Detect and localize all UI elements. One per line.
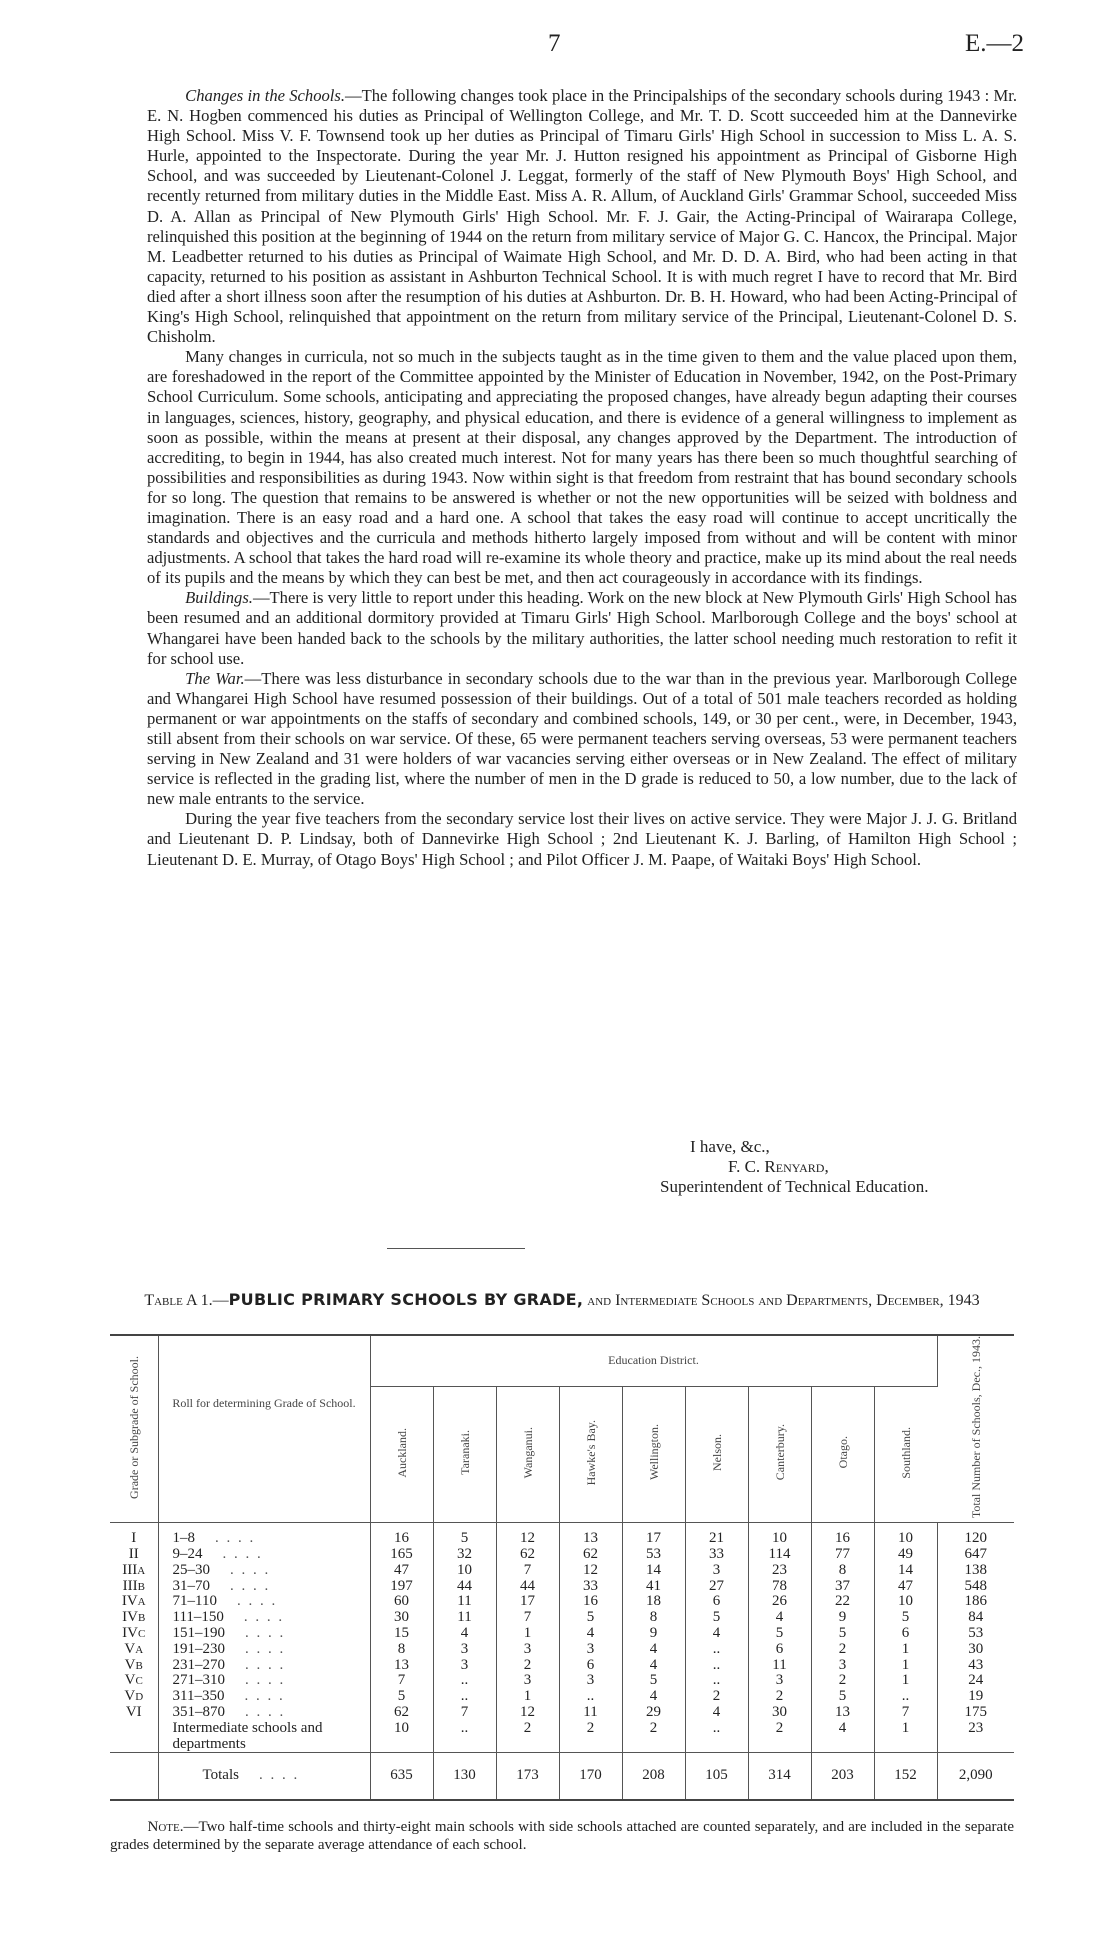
value-cell: 3 [685, 1563, 748, 1579]
roll-cell: 191–230 . . . . [158, 1642, 370, 1658]
value-cell: 7 [874, 1705, 937, 1721]
heading-war: The War. [185, 668, 245, 688]
leader-dots: . . . . [222, 1545, 263, 1562]
value-cell: 8 [811, 1563, 874, 1579]
value-cell: 4 [559, 1626, 622, 1642]
roll-cell: 311–350 . . . . [158, 1689, 370, 1705]
total-cell: 138 [964, 1561, 987, 1578]
value-cell: 10 [874, 1594, 937, 1610]
value-cell: 165 [370, 1547, 433, 1563]
value-cell: 2 [496, 1658, 559, 1674]
total-cell: 548 [964, 1577, 987, 1594]
header-district: Hawke's Bay. [559, 1386, 622, 1523]
value-cell: 5 [433, 1531, 496, 1547]
value-cell: .. [559, 1689, 622, 1705]
value-cell: 5 [748, 1626, 811, 1642]
value-cell: 6 [559, 1658, 622, 1674]
header-district: Southland. [874, 1386, 937, 1523]
value-cell: 4 [622, 1642, 685, 1658]
value-cell: 30 [748, 1705, 811, 1721]
value-cell: 13 [370, 1658, 433, 1674]
value-cell: 11 [433, 1610, 496, 1626]
value-cell: 10 [433, 1563, 496, 1579]
value-cell: 60 [370, 1594, 433, 1610]
leader-dots: . . . . [230, 1561, 271, 1578]
value-cell: 8 [370, 1642, 433, 1658]
value-cell: 1 [874, 1658, 937, 1674]
header-district: Wellington. [622, 1386, 685, 1523]
roll-cell: 25–30 . . . . [158, 1563, 370, 1579]
table-caption: Table A 1.—PUBLIC PRIMARY SCHOOLS BY GRADE, and Intermediate Schools and Departments, December, 1943 [144, 1290, 980, 1309]
signoff-greeting: I have, &c., [690, 1137, 770, 1156]
leader-dots: . . . . [243, 1609, 285, 1626]
value-cell: 5 [874, 1610, 937, 1626]
value-cell: 6 [874, 1626, 937, 1642]
value-cell: 23 [748, 1563, 811, 1579]
document-reference: E.—2 [964, 30, 1024, 57]
value-cell: 22 [811, 1594, 874, 1610]
value-cell: 4 [685, 1705, 748, 1721]
table-row [110, 1579, 1014, 1595]
table-row [110, 1689, 1014, 1705]
paragraph-buildings: Buildings.—There is very little to report under this heading. Work on the new block at New Plymouth Girls' High School has been resumed and an additional dormitory provided at Timaru Girls' High School. Marlborough College and the boys' school at Whangarei have been handed back to the schools by the military authorities, the latter school needing much restoration to refit it for school use. [147, 588, 1017, 668]
value-cell: 2 [685, 1689, 748, 1705]
value-cell: 8 [622, 1610, 685, 1626]
value-cell: 1 [496, 1689, 559, 1705]
leader-dots: . . . . [215, 1530, 256, 1547]
value-cell: 10 [370, 1721, 433, 1753]
totals-label: Totals . . . . [158, 1753, 370, 1801]
grade-cell: IIIa [110, 1563, 158, 1579]
value-cell: 15 [370, 1626, 433, 1642]
header-district: Otago. [811, 1386, 874, 1523]
totals-value-cell: 173 [496, 1753, 559, 1801]
value-cell: 13 [559, 1531, 622, 1547]
value-cell: 49 [874, 1547, 937, 1563]
value-cell: 37 [811, 1579, 874, 1595]
value-cell: 62 [496, 1547, 559, 1563]
page-number: 7 [548, 30, 561, 57]
total-cell: 647 [964, 1545, 987, 1562]
total-cell: 24 [968, 1672, 984, 1689]
grades-table [110, 1334, 1014, 1801]
grade-cell: IIIb [110, 1579, 158, 1595]
header-district: Wanganui. [496, 1386, 559, 1523]
value-cell: 2 [748, 1721, 811, 1753]
value-cell: 77 [811, 1547, 874, 1563]
value-cell: 7 [496, 1610, 559, 1626]
value-cell: 2 [748, 1689, 811, 1705]
value-cell: 9 [811, 1610, 874, 1626]
paragraph-changes: Changes in the Schools.—The following changes took place in the Principalships of the secondary schools during 1943 : Mr. E. N. Hogben commenced his duties as Principal of Wellington College, and Mr. T. D. Scott succeeded him at the Dannevirke High School. Miss V. F. Townsend took up her duties as Principal of Timaru Girls' High School in succession to Miss L. A. S. Hurle, appointed to the Inspectorate. During the year Mr. J. Hutton resigned his appointment as Principal of Gisborne High School, and was succeeded by Lieutenant-Colonel J. Leggat, formerly of the staff of New Plymouth Boys' High School, and recently returned from military duties in the Middle East. Miss A. R. Allum, of Auckland Girls' Grammar School, succeeded Miss D. A. Allan as Principal of New Plymouth Girls' High School. Mr. F. J. Gair, the Acting-Principal of Wairarapa College, relinquished this position at the beginning of 1944 on the return from military service of Major G. C. Hancox, the Principal. Major M. Leadbetter returned to his duties as Principal of Waimate High School, and Mr. D. D. A. Bird, who had been acting in that capacity, returned to his position as assistant in Ashburton Technical School. It is with much regret I have to record that Mr. Bird died after a short illness soon after the resumption of his duties at Ashburton. Dr. B. H. Howard, who had been Acting-Principal of King's High School, relinquished that appointment on the return from military service of the Principal, Lieutenant-Colonel D. S. Chisholm. [147, 86, 1017, 347]
value-cell: 26 [748, 1594, 811, 1610]
paragraph-curricula: Many changes in curricula, not so much in the subjects taught as in the time given to them and the value placed upon them, are foreshadowed in the report of the Committee appointed by the Minister of Education in November, 1942, on the Post-Primary School Curriculum. Some schools, anticipating and appreciating the proposed changes, have already begun adapting their courses in languages, sciences, history, geography, and physical education, and there is evidence of a general willingness to implement as soon as possible, within the means at present at their disposal, any changes approved by the Department. The introduction of accrediting, to begin in 1944, has also created much interest. Not for many years has there been so much thoughtful searching of possibilities and responsibilities as during 1943. Now within sight is that freedom from restraint that has bound secondary schools for so long. The question that remains to be answered is whether or not the new opportunities will be seized with boldness and imagination. There is an easy road and a hard one. A school that takes the easy road will continue to accept uncritically the standards and objectives and the curricula and methods hitherto largely imposed from without and will be content with minor adjustments. A school that takes the hard road will re-examine its whole theory and practice, make up its mind about the real needs of its pupils and the means by which they can best be met, and then act courageously in accordance with its findings. [147, 347, 1017, 588]
value-cell: 197 [370, 1579, 433, 1595]
value-cell: .. [433, 1673, 496, 1689]
roll-cell: 1–8 . . . . [158, 1531, 370, 1547]
value-cell: 17 [496, 1594, 559, 1610]
roll-cell: 9–24 . . . . [158, 1547, 370, 1563]
value-cell: 44 [433, 1579, 496, 1595]
roll-cell: 31–70 . . . . [158, 1579, 370, 1595]
value-cell: .. [685, 1642, 748, 1658]
table-row [110, 1594, 1014, 1610]
value-cell: 3 [559, 1642, 622, 1658]
value-cell: 5 [370, 1689, 433, 1705]
paragraph-war: The War.—There was less disturbance in secondary schools due to the war than in the previous year. Marlborough College and Whangarei High School have resumed possession of their buildings. Out of a total of 501 male teachers recorded as holding permanent or war appointments on the staffs of secondary and combined schools, 149, or 30 per cent., were, in December, 1943, still absent from their schools on war service. Of these, 65 were permanent teachers serving overseas, 53 were permanent teachers serving in New Zealand and 31 were holders of war vacancies serving either overseas or in New Zealand. The effect of military service is reflected in the grading list, where the number of men in the D grade is reduced to 50, a low number, due to the lack of new male entrants to the service. [147, 668, 1017, 809]
report-body [147, 86, 1017, 870]
header-district: Auckland. [370, 1386, 433, 1523]
value-cell: 2 [811, 1642, 874, 1658]
value-cell: 2 [496, 1721, 559, 1753]
value-cell: .. [874, 1689, 937, 1705]
roll-cell: 351–870 . . . . [158, 1705, 370, 1721]
total-cell: 53 [968, 1624, 984, 1641]
value-cell: 4 [433, 1626, 496, 1642]
value-cell: 10 [874, 1531, 937, 1547]
grade-cell: Vb [110, 1658, 158, 1674]
table-row [110, 1642, 1014, 1658]
table-row [110, 1563, 1014, 1579]
roll-cell: 71–110 . . . . [158, 1594, 370, 1610]
totals-value-cell: 105 [685, 1753, 748, 1801]
value-cell: 17 [622, 1531, 685, 1547]
value-cell: 4 [622, 1658, 685, 1674]
value-cell: 3 [559, 1673, 622, 1689]
grade-cell: Vd [110, 1689, 158, 1705]
signoff-title: Superintendent of Technical Education. [660, 1177, 929, 1196]
value-cell: 53 [622, 1547, 685, 1563]
roll-cell: 151–190 . . . . [158, 1626, 370, 1642]
value-cell: 3 [433, 1642, 496, 1658]
signoff-name: F. C. Renyard, [728, 1157, 829, 1176]
table-row [110, 1610, 1014, 1626]
value-cell: 30 [370, 1610, 433, 1626]
signature-block [660, 1137, 929, 1197]
value-cell: 33 [559, 1579, 622, 1595]
header-roll: Roll for determining Grade of School. [158, 1335, 370, 1523]
totals-value-cell: 152 [874, 1753, 937, 1801]
value-cell: 3 [496, 1642, 559, 1658]
value-cell: 7 [370, 1673, 433, 1689]
total-cell: 30 [968, 1640, 984, 1657]
table-row [110, 1547, 1014, 1563]
value-cell: 18 [622, 1594, 685, 1610]
total-cell: 186 [964, 1593, 987, 1610]
value-cell: .. [685, 1721, 748, 1753]
value-cell: 5 [811, 1689, 874, 1705]
leader-dots: . . . . [245, 1672, 286, 1689]
leader-dots: . . . . [245, 1624, 286, 1641]
grade-cell: Vc [110, 1673, 158, 1689]
grade-cell: I [110, 1531, 158, 1547]
value-cell: 1 [874, 1721, 937, 1753]
value-cell: 27 [685, 1579, 748, 1595]
value-cell: 6 [685, 1594, 748, 1610]
value-cell: 3 [748, 1673, 811, 1689]
total-cell: 175 [964, 1703, 987, 1720]
header-district: Nelson. [685, 1386, 748, 1523]
value-cell: 32 [433, 1547, 496, 1563]
roll-cell: Intermediate schools and departments [158, 1721, 370, 1753]
value-cell: 33 [685, 1547, 748, 1563]
leader-dots: . . . . [244, 1688, 285, 1705]
value-cell: 47 [370, 1563, 433, 1579]
value-cell: 11 [748, 1658, 811, 1674]
value-cell: 47 [874, 1579, 937, 1595]
value-cell: 5 [622, 1673, 685, 1689]
totals-value-cell: 314 [748, 1753, 811, 1801]
section-divider [387, 1248, 525, 1249]
total-cell: 84 [968, 1609, 984, 1626]
grade-cell [110, 1721, 158, 1753]
table-row [110, 1673, 1014, 1689]
grand-total-cell: 2,090 [937, 1753, 1014, 1801]
leader-dots: . . . . [245, 1640, 286, 1657]
header-grade: Grade or Subgrade of School. [110, 1335, 158, 1523]
totals-value-cell: 170 [559, 1753, 622, 1801]
value-cell: 7 [496, 1563, 559, 1579]
paragraph-casualties: During the year five teachers from the secondary service lost their lives on active service. They were Major J. J. G. Britland and Lieutenant D. P. Lindsay, both of Dannevirke High School ; 2nd Lieutenant K. J. Barling, of Hamilton High School ; Lieutenant D. E. Murray, of Otago Boys' High School ; and Pilot Officer J. M. Paape, of Waitaki Boys' High School. [147, 809, 1017, 869]
value-cell: .. [685, 1673, 748, 1689]
value-cell: 78 [748, 1579, 811, 1595]
grade-cell: Va [110, 1642, 158, 1658]
header-district: Taranaki. [433, 1386, 496, 1523]
value-cell: 12 [496, 1705, 559, 1721]
table-row [110, 1721, 1014, 1753]
value-cell: 4 [748, 1610, 811, 1626]
table-row [110, 1626, 1014, 1642]
value-cell: .. [433, 1689, 496, 1705]
value-cell: 16 [811, 1531, 874, 1547]
heading-buildings: Buildings. [185, 588, 253, 608]
leader-dots: . . . . [236, 1593, 278, 1610]
value-cell: 3 [433, 1658, 496, 1674]
value-cell: 44 [496, 1579, 559, 1595]
totals-value-cell: 130 [433, 1753, 496, 1801]
value-cell: 5 [559, 1610, 622, 1626]
roll-cell: 111–150 . . . . [158, 1610, 370, 1626]
value-cell: 12 [559, 1563, 622, 1579]
value-cell: .. [685, 1658, 748, 1674]
value-cell: 62 [559, 1547, 622, 1563]
value-cell: 62 [370, 1705, 433, 1721]
heading-changes: Changes in the Schools. [185, 86, 346, 105]
value-cell: 4 [811, 1721, 874, 1753]
value-cell: 12 [496, 1531, 559, 1547]
header-total: Total Number of Schools, Dec., 1943. [937, 1335, 1014, 1523]
total-cell: 19 [968, 1688, 984, 1705]
value-cell: 29 [622, 1705, 685, 1721]
value-cell: 10 [748, 1531, 811, 1547]
value-cell: 114 [748, 1547, 811, 1563]
value-cell: 4 [685, 1626, 748, 1642]
totals-value-cell: 208 [622, 1753, 685, 1801]
value-cell: 1 [874, 1673, 937, 1689]
table-row [110, 1658, 1014, 1674]
leader-dots: . . . . [230, 1577, 271, 1594]
value-cell: 13 [811, 1705, 874, 1721]
value-cell: 2 [622, 1721, 685, 1753]
total-cell: 120 [964, 1530, 987, 1547]
value-cell: 1 [496, 1626, 559, 1642]
header-district: Canterbury. [748, 1386, 811, 1523]
value-cell: 16 [370, 1531, 433, 1547]
value-cell: 14 [874, 1563, 937, 1579]
value-cell: 9 [622, 1626, 685, 1642]
header-education-district: Education District. [370, 1335, 937, 1386]
roll-cell: 271–310 . . . . [158, 1673, 370, 1689]
value-cell: 1 [874, 1642, 937, 1658]
value-cell: 41 [622, 1579, 685, 1595]
leader-dots: . . . . [245, 1703, 286, 1720]
value-cell: 4 [622, 1689, 685, 1705]
value-cell: 7 [433, 1705, 496, 1721]
page-header [0, 30, 1114, 62]
total-cell: 23 [968, 1719, 984, 1736]
value-cell: 5 [811, 1626, 874, 1642]
value-cell: 2 [811, 1673, 874, 1689]
total-cell: 43 [968, 1656, 984, 1673]
table-note: Note.—Two half-time schools and thirty-eight main schools with side schools attached are counted separately, and are included in the separate grades determined by the separate average attendance of each school. [110, 1819, 1014, 1853]
grade-cell: IVc [110, 1626, 158, 1642]
value-cell: 11 [559, 1705, 622, 1721]
leader-dots: . . . . [245, 1656, 286, 1673]
value-cell: 14 [622, 1563, 685, 1579]
grade-cell: IVa [110, 1594, 158, 1610]
value-cell: .. [433, 1721, 496, 1753]
table-row [110, 1705, 1014, 1721]
value-cell: 16 [559, 1594, 622, 1610]
value-cell: 21 [685, 1531, 748, 1547]
value-cell: 6 [748, 1642, 811, 1658]
value-cell: 5 [685, 1610, 748, 1626]
value-cell: 3 [496, 1673, 559, 1689]
grade-cell: VI [110, 1705, 158, 1721]
value-cell: 11 [433, 1594, 496, 1610]
roll-cell: 231–270 . . . . [158, 1658, 370, 1674]
totals-value-cell: 635 [370, 1753, 433, 1801]
totals-row [110, 1753, 1014, 1801]
value-cell: 2 [559, 1721, 622, 1753]
grade-cell: II [110, 1547, 158, 1563]
table-row [110, 1531, 1014, 1547]
totals-value-cell: 203 [811, 1753, 874, 1801]
grade-cell: IVb [110, 1610, 158, 1626]
value-cell: 3 [811, 1658, 874, 1674]
